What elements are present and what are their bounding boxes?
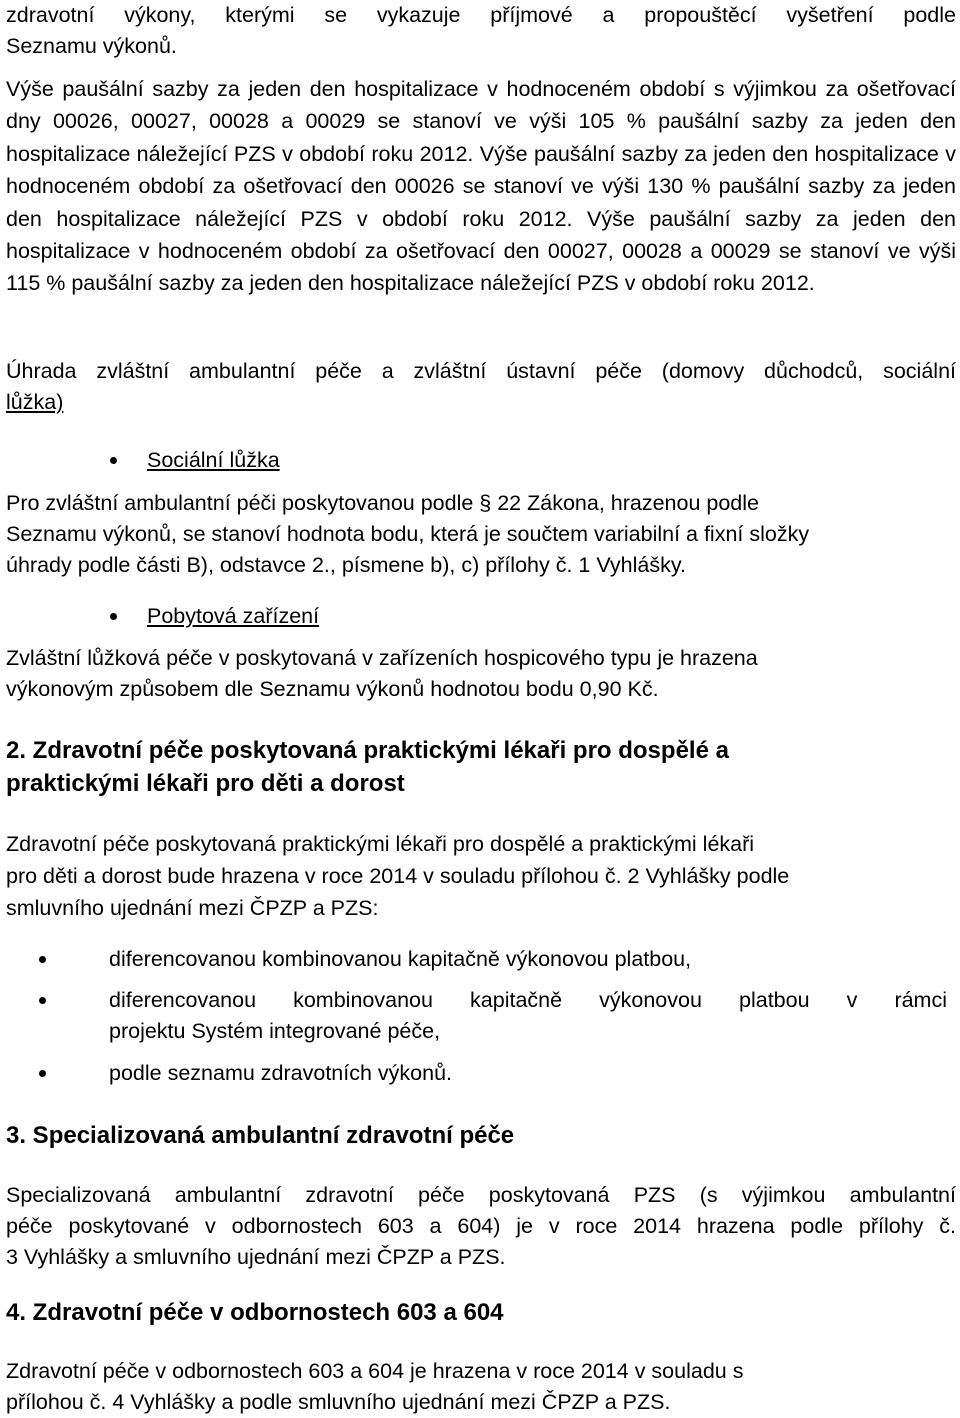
section-2-line-3: smluvního ujednání mezi ČPZP a PZS: [6, 896, 379, 920]
social-beds-line-3: úhrady podle části B), odstavce 2., písmene b), c) přílohy č. 1 Vyhlášky. [6, 553, 686, 577]
intro-line-2: Seznamu výkonů. [6, 34, 177, 58]
special-care-heading-line-1: Úhrada zvláštní ambulantní péče a zvláštní ústavní péče (domovy důchodců, sociální [6, 359, 956, 383]
section-2-heading-line-1: 2. Zdravotní péče poskytovaná praktickými lékaři pro dospělé a [6, 737, 729, 764]
section-2-line-2: pro děti a dorost bude hrazena v roce 2014 v souladu přílohou č. 2 Vyhlášky podle [6, 864, 790, 888]
section-3-line-1: Specializovaná ambulantní zdravotní péče poskytovaná PZS (s výjimkou ambulantní [6, 1183, 956, 1207]
social-beds-title: Sociální lůžka [147, 448, 280, 472]
section-3-line-2: péče poskytované v odbornostech 603 a 604) je v roce 2014 hrazena podle přílohy č. [6, 1214, 956, 1238]
section-3-heading: 3. Specializovaná ambulantní zdravotní péče [6, 1122, 515, 1149]
intro-line-1: zdravotní výkony, kterými se vykazuje příjmové a propouštěcí vyšetření podle [6, 3, 956, 27]
residential-line-2: výkonovým způsobem dle Seznamu výkonů hodnotou bodu 0,90 Kč. [6, 677, 659, 701]
special-care-heading-line-2: lůžka) [6, 390, 64, 414]
rate-paragraph: Výše paušální sazby za jeden den hospitalizace v hodnoceném období s výjimkou za ošetřovací dny 00026, 00027, 00028 a 00029 se stanoví ve výši 105 % paušální sazby za jeden den hospitalizace náležející PZS v období roku 2012. Výše paušální sazby za jeden den hospitalizace v hodnoceném období za ošetřovací den 00026 se stanoví ve výši 130 % paušální sazby za jeden den hospitalizace náležející PZS v období roku 2012. Výše paušální sazby za jeden den hospitalizace v hodnoceném období za ošetřovací den 00027, 00028 a 00029 se stanoví ve výši 115 % paušální sazby za jeden den hospitalizace náležející PZS v období roku 2012. [6, 77, 956, 296]
section-2-line-1: Zdravotní péče poskytovaná praktickými lékaři pro dospělé a praktickými lékaři [6, 832, 755, 856]
residential-bullet [110, 601, 319, 632]
social-beds-line-2: Seznamu výkonů, se stanoví hodnota bodu, která je součtem variabilní a fixní složky [6, 522, 810, 546]
section-3-line-3: 3 Vyhlášky a smluvního ujednání mezi ČPZP a PZS. [6, 1245, 506, 1269]
section-2-bullet-3: podle seznamu zdravotních výkonů. [39, 1058, 452, 1089]
bullet-icon [39, 956, 46, 963]
bullet-icon [39, 997, 46, 1004]
section-4-line-2: přílohou č. 4 Vyhlášky a podle smluvního ujednání mezi ČPZP a PZS. [6, 1390, 671, 1414]
section-4-heading: 4. Zdravotní péče v odbornostech 603 a 604 [6, 1299, 504, 1326]
bullet-icon [110, 613, 117, 620]
residential-line-1: Zvláštní lůžková péče v poskytovaná v zařízeních hospicového typu je hrazena [6, 646, 758, 670]
social-beds-line-1: Pro zvláštní ambulantní péči poskytovanou podle § 22 Zákona, hrazenou podle [6, 491, 759, 515]
bullet-icon [110, 457, 117, 464]
section-2-bullet-1: diferencovanou kombinovanou kapitačně výkonovou platbou, [39, 944, 691, 975]
section-2-bullet-2: diferencovanou kombinovanou kapitačně výkonovou platbou v rámci projektu Systém integrované péče, [39, 985, 947, 1047]
section-4-line-1: Zdravotní péče v odbornostech 603 a 604 je hrazena v roce 2014 v souladu s [6, 1359, 744, 1383]
bullet-icon [39, 1070, 46, 1077]
residential-title: Pobytová zařízení [147, 604, 320, 628]
section-2-heading-line-2: praktickými lékaři pro děti a dorost [6, 770, 405, 797]
social-beds-bullet [110, 445, 280, 476]
